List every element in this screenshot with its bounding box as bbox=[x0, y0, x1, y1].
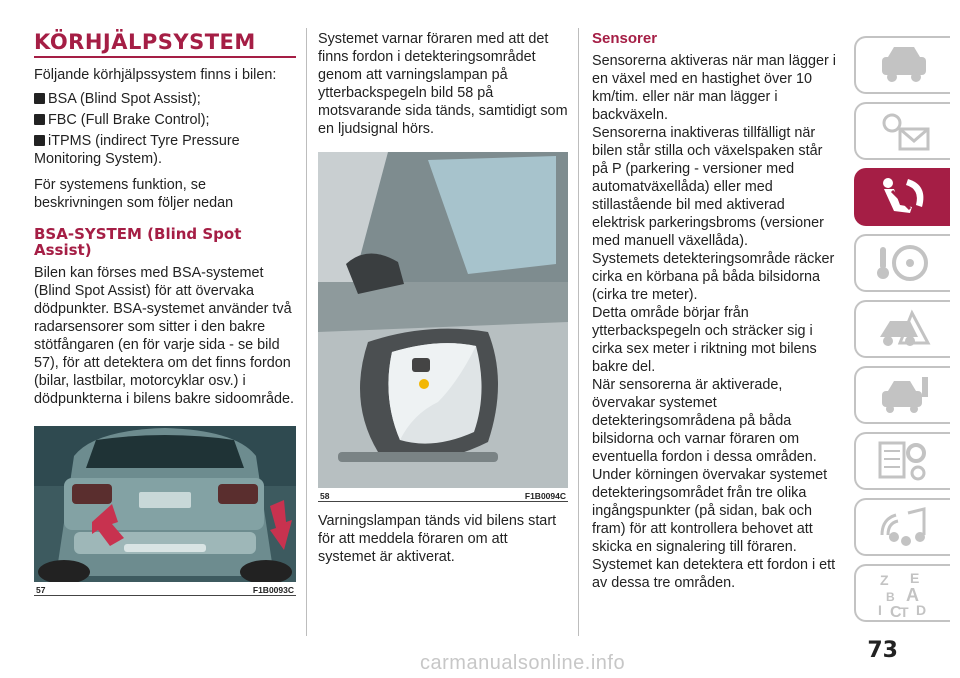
tab-emergency[interactable] bbox=[854, 300, 950, 358]
column-divider bbox=[306, 28, 307, 636]
bsa-indicator-icon bbox=[412, 358, 430, 372]
warning-lamp-dot bbox=[419, 379, 429, 389]
column-3 bbox=[592, 30, 840, 592]
tab-multimedia[interactable] bbox=[854, 498, 950, 556]
title-divider bbox=[34, 56, 296, 58]
figure-number: 57 bbox=[36, 585, 46, 595]
figure-58 bbox=[318, 152, 568, 502]
sensor-text-line: Sensorerna aktiveras när man lägger i en växel med en hastighet över 10 km/tim. eller när man lägger i backväxeln. bbox=[592, 53, 836, 123]
side-mirror-image bbox=[318, 152, 568, 488]
sensor-text-line: Detta område börjar från ytterbackspegeln och sträcker sig i cirka sex meter i riktning mot bilens bakre del. bbox=[592, 305, 817, 375]
tab-technical-data[interactable] bbox=[854, 432, 950, 490]
column-1 bbox=[34, 30, 296, 596]
tab-dashboard[interactable] bbox=[854, 36, 950, 94]
figure-code: F1B0093C bbox=[252, 585, 294, 595]
index-letter: D bbox=[916, 602, 927, 618]
checkbox-bullet-icon bbox=[34, 135, 45, 146]
index-letter: Z bbox=[880, 572, 889, 588]
key-steering-icon bbox=[876, 241, 932, 285]
index-letter: C bbox=[890, 604, 902, 619]
figure-caption bbox=[318, 488, 568, 501]
car-service-icon bbox=[876, 373, 932, 417]
page-number: 73 bbox=[867, 638, 898, 663]
index-letters-icon bbox=[876, 571, 932, 619]
sensor-text-line: Systemets detekteringsområde räcker cirka en körbana på båda bilsidorna (cirka tre meter). bbox=[592, 251, 835, 303]
checkbox-bullet-icon bbox=[34, 93, 45, 104]
index-letter: I bbox=[878, 602, 882, 618]
tab-starting-driving[interactable] bbox=[854, 234, 950, 292]
systems-paragraph: För systemens funktion, se beskrivningen som följer nedan bbox=[34, 177, 234, 211]
watermark: carmanualsonline.info bbox=[420, 652, 626, 674]
sensor-text-line: Systemet kan detektera ett fordon i ett av dessa tre områden. bbox=[592, 557, 836, 591]
figure-number: 58 bbox=[320, 491, 330, 501]
rear-bumper-image bbox=[34, 426, 296, 582]
column-divider bbox=[578, 28, 579, 636]
emergency-breakdown-icon bbox=[876, 307, 932, 351]
page-title: KÖRHJÄLPSYSTEM bbox=[34, 30, 256, 54]
index-letter: T bbox=[900, 604, 909, 619]
bullet-item: BSA (Blind Spot Assist); bbox=[34, 90, 296, 108]
technical-data-icon bbox=[876, 439, 932, 483]
safety-airbag-icon bbox=[876, 175, 932, 219]
bsa-body-text: Bilen kan förses med BSA-systemet (Blind Spot Assist) för att övervaka dödpunkter. BSA-systemet använder två radarsensorer som sitter i den bakre stötfångaren (en för varje sida - se bild 57), för att detektera om det finns fordon (bilar, lastbilar, motorcyklar osv.) i dödpunkterna i bilens bakre sidoområde. bbox=[34, 265, 294, 407]
figure-caption bbox=[34, 582, 296, 595]
tab-safety[interactable] bbox=[854, 168, 950, 226]
column-2 bbox=[318, 30, 568, 572]
bullet-item: iTPMS (indirect Tyre Pressure Monitoring System). bbox=[34, 133, 240, 167]
car-dashboard-icon bbox=[876, 43, 932, 87]
figure-57 bbox=[34, 426, 296, 596]
index-letter: E bbox=[910, 571, 920, 586]
tab-warning-lights[interactable] bbox=[854, 102, 950, 160]
sensor-text-line: Sensorerna inaktiveras tillfälligt när bilen står stilla och växelspaken står på P (parkering - versioner med automatväxellåda) eller med stillastående bil med aktiverad elektrisk parkeringsbroms (versioner med manuell växellåda). bbox=[592, 125, 824, 249]
intro-text: Följande körhjälpssystem finns i bilen: bbox=[34, 67, 277, 83]
index-letter: B bbox=[886, 590, 895, 604]
section-heading-sensors: Sensorer bbox=[592, 30, 658, 47]
activation-paragraph: Varningslampan tänds vid bilens start för att meddela föraren om att systemet är aktiverat. bbox=[318, 513, 557, 565]
sensor-text-line: När sensorerna är aktiverade, övervakar systemet detekteringsområdena på båda bilsidorna och varnar föraren om eventuella fordon i dessa områden. bbox=[592, 377, 817, 465]
tab-index[interactable] bbox=[854, 564, 950, 622]
section-heading-bsa: BSA-SYSTEM (Blind Spot Assist) bbox=[34, 225, 242, 259]
sensor-text-line: Under körningen övervakar systemet detekteringsområdet från tre olika ingångspunkter (på sidan, bak och fram) för att kontrollera behovet att skicka en signalering till föraren. bbox=[592, 467, 828, 555]
bullet-item: FBC (Full Brake Control); bbox=[34, 111, 296, 129]
index-letter: A bbox=[906, 585, 919, 605]
figure-code: F1B0094C bbox=[524, 491, 566, 501]
tab-service[interactable] bbox=[854, 366, 950, 424]
checkbox-bullet-icon bbox=[34, 114, 45, 125]
warning-lights-icon bbox=[876, 109, 932, 153]
multimedia-icon bbox=[876, 505, 932, 549]
warning-paragraph: Systemet varnar föraren med att det finns fordon i detekteringsområdet genom att varningslampan på ytterbackspegeln bild 58 på motsvarande sida tänds, samtidigt som en ljudsignal hörs. bbox=[318, 31, 568, 137]
